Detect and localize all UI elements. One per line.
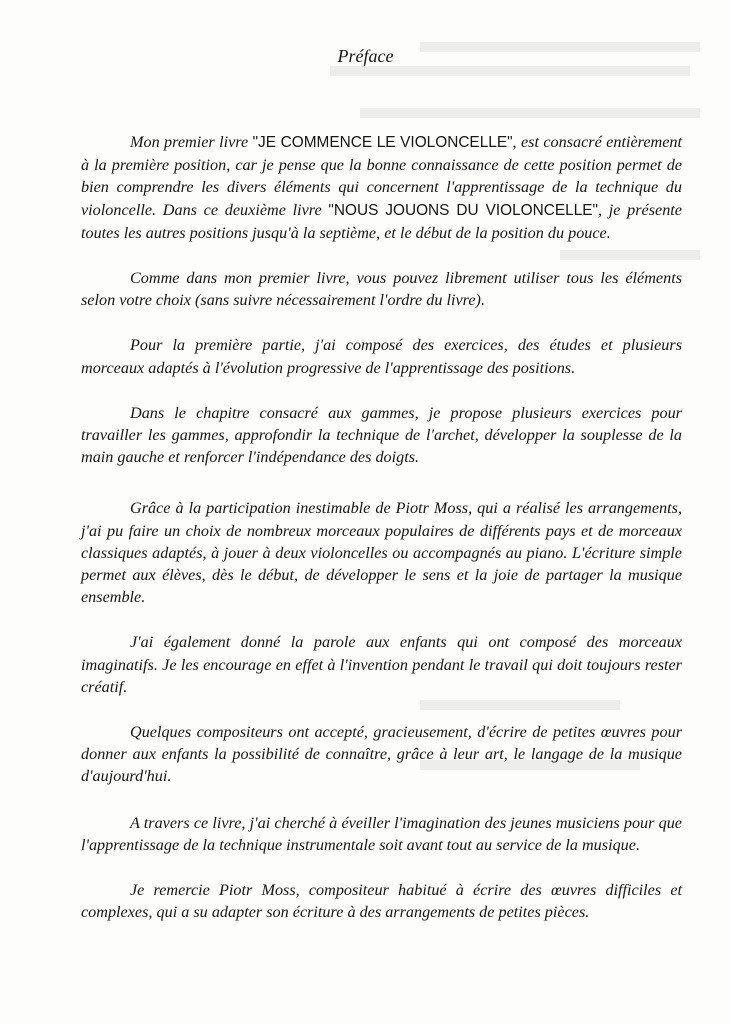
page-title: Préface (337, 46, 394, 66)
book-title-2: "NOUS JOUONS DU VIOLONCELLE" (328, 201, 598, 219)
paragraph-2: Comme dans mon premier livre, vous pouvez librement utiliser tous les éléments selon votre choix (sans suivre nécessairement l'ordre du livre). (81, 269, 682, 310)
paragraph-1-text-a: Mon premier livre (130, 133, 253, 151)
paragraph-4: Dans le chapitre consacré aux gammes, je propose plusieurs exercices pour travailler les gammes, approfondir la technique de l'archet, développer la souplesse de la main gauche et renforcer l'indépendance des doigts. (81, 403, 682, 467)
paragraph-1 (81, 131, 682, 244)
paragraph-9: Je remercie Piotr Moss, compositeur habitué à écrire des œuvres difficiles et complexes, qui a su adapter son écriture à des arrangements de petites pièces. (81, 881, 682, 922)
paragraph-1-text-b: , est consacré entièrement à la première position, car je pense que la bonne connaissance de cette position permet de bien comprendre les divers éléments qui concernent l'apprentissage de la technique du violoncelle. Dans ce deuxième livre (81, 133, 682, 219)
paragraph-1-text-c: , je présente toutes les autres positions jusqu'à la septième, et le début de la position du pouce. (81, 200, 682, 242)
paragraph-3: Pour la première partie, j'ai composé des exercices, des études et plusieurs morceaux adaptés à l'évolution progressive de l'apprentissage des positions. (81, 336, 682, 377)
preface-body (81, 131, 682, 923)
paragraph-6: J'ai également donné la parole aux enfants qui ont composé des morceaux imaginatifs. Je les encourage en effet à l'invention pendant le travail qui doit toujours rester créatif. (81, 633, 682, 696)
paragraph-7: Quelques compositeurs ont accepté, gracieusement, d'écrire de petites œuvres pour donner aux enfants la possibilité de connaître, grâce à leur art, le langage de la musique d'aujourd'hui. (81, 723, 682, 786)
paragraph-5: Grâce à la participation inestimable de Piotr Moss, qui a réalisé les arrangements, j'ai pu faire un choix de nombreux morceaux populaires de différents pays et de morceaux classiques adaptés, à jouer à deux violoncelles ou accompagnés au piano. L'écriture simple permet aux élèves, dès le début, de développer le sens et la joie de partager la musique ensemble. (81, 499, 682, 607)
paragraph-8: A travers ce livre, j'ai cherché à éveiller l'imagination des jeunes musiciens pour que l'apprentissage de la technique instrumentale soit avant tout au service de la musique. (81, 813, 682, 854)
book-title-1: "JE COMMENCE LE VIOLONCELLE" (252, 134, 513, 151)
